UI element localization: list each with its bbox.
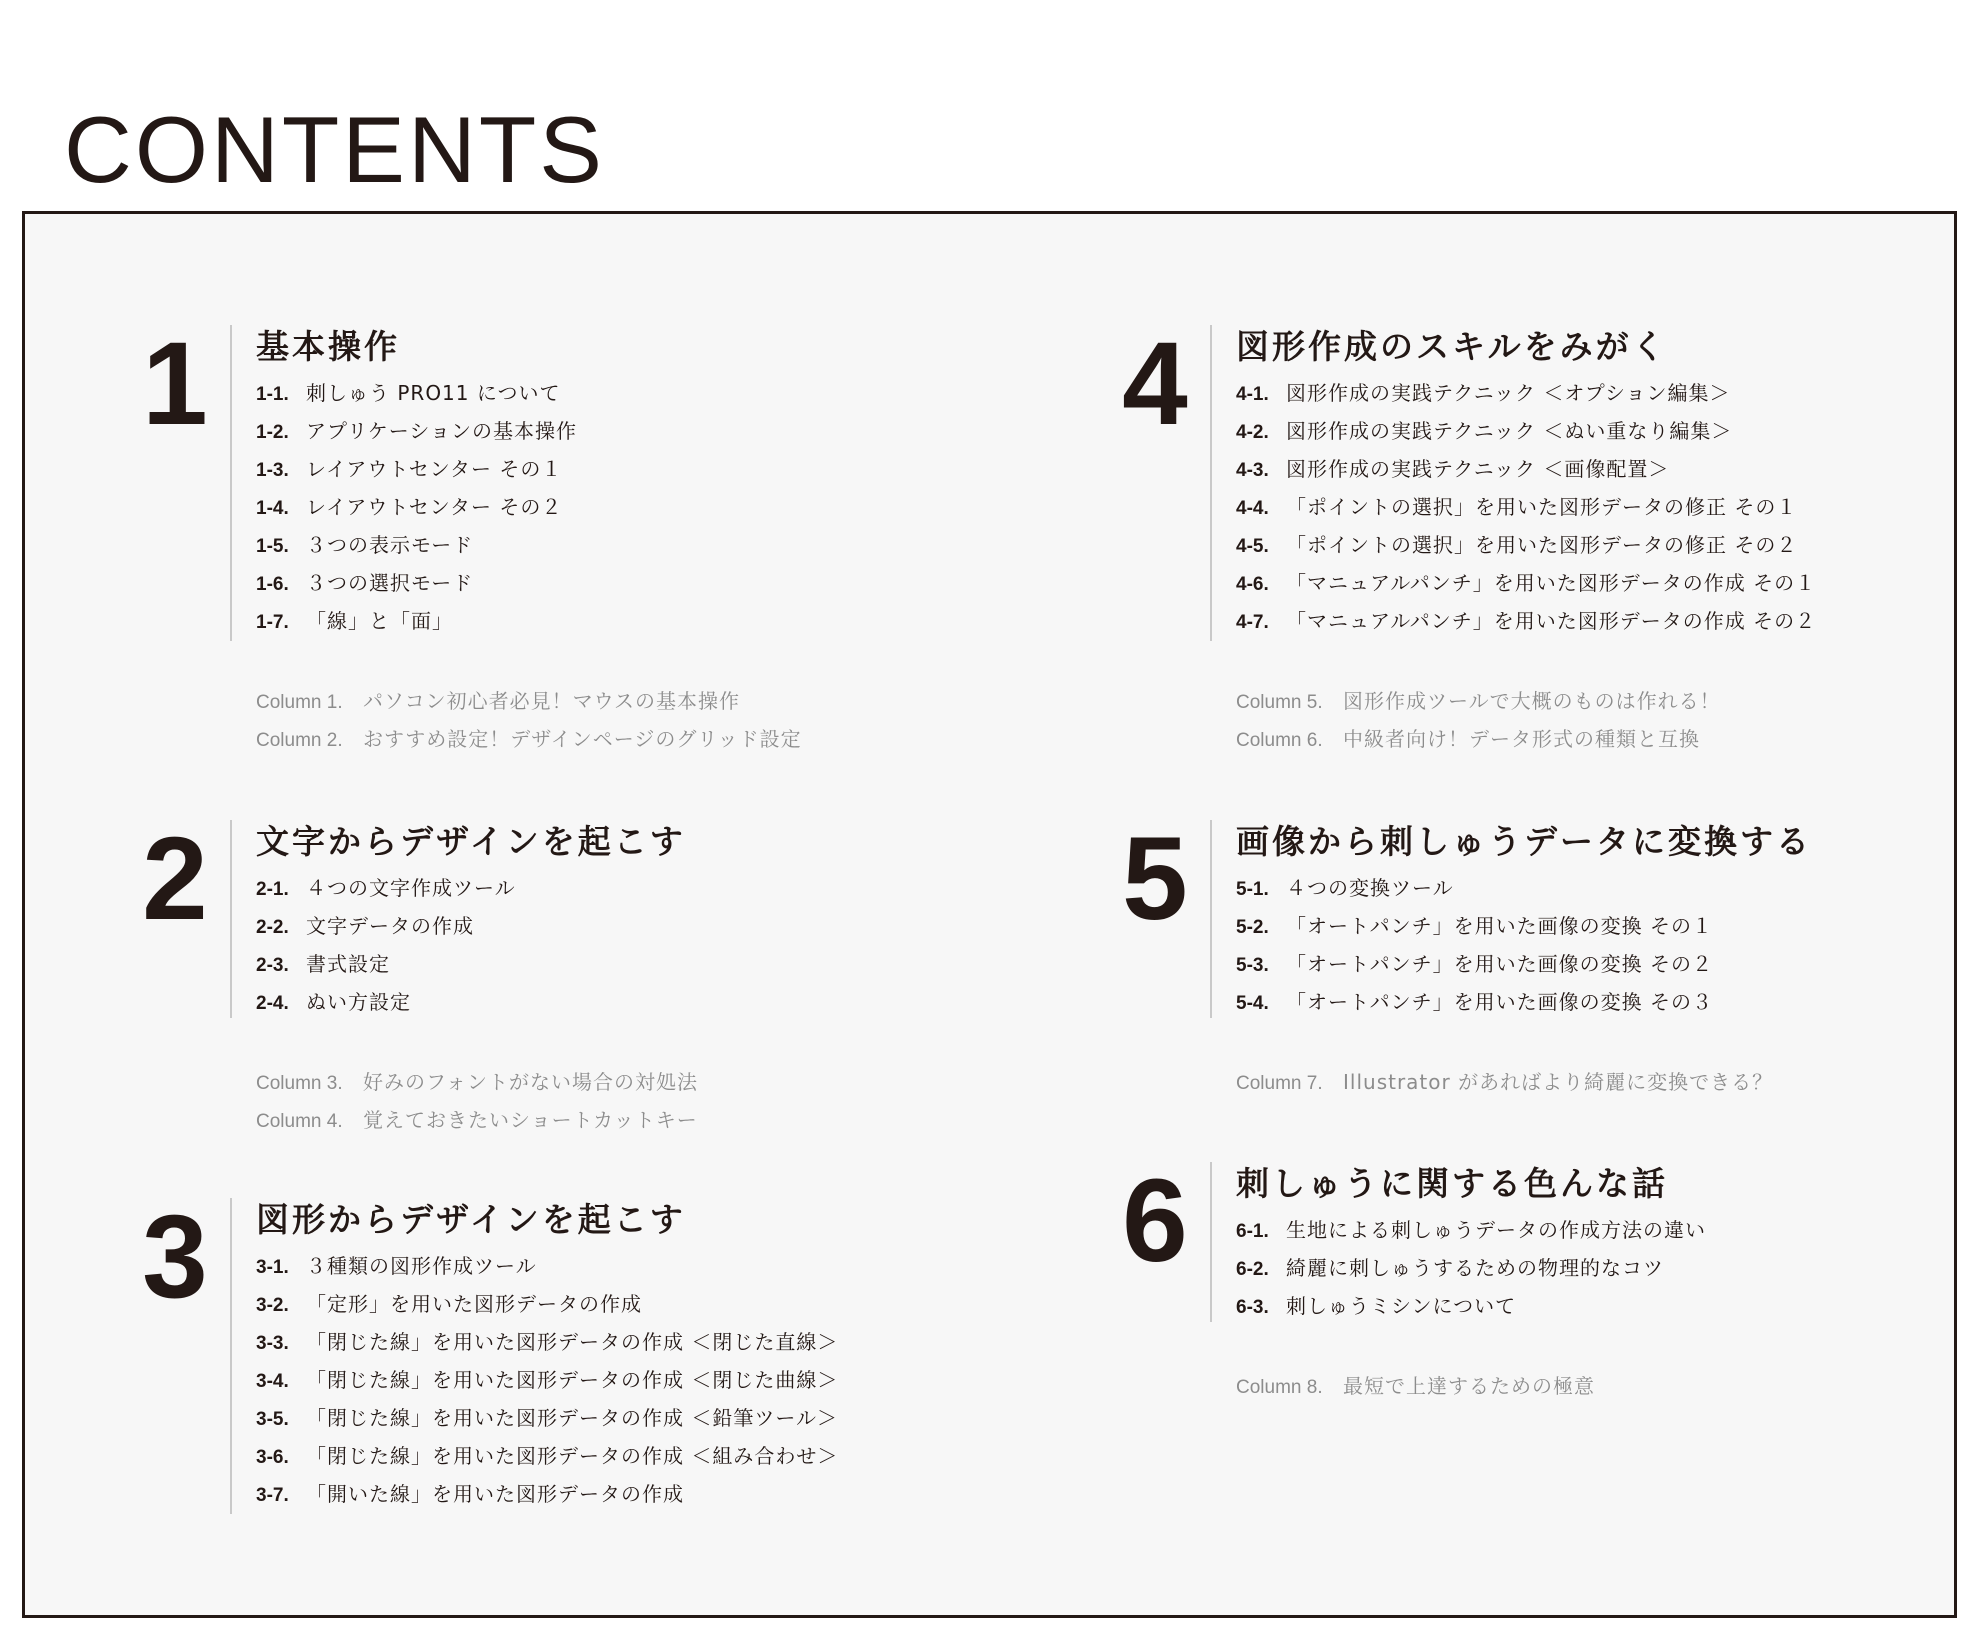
toc-item-title: 生地による刺しゅうデータの作成方法の違い	[1286, 1218, 1706, 1242]
toc-item	[256, 1285, 838, 1323]
chapter-number: 6	[1122, 1155, 1188, 1287]
column-item	[1236, 1063, 1812, 1101]
toc-item-title: 「開いた線」を用いた図形データの作成	[306, 1482, 684, 1506]
toc-item	[256, 869, 698, 907]
toc-item-number: 3-6.	[256, 1447, 289, 1468]
column-title: Illustrator があればより綺麗に変換できる？	[1343, 1070, 1774, 1094]
toc-item	[256, 1361, 838, 1399]
column-number: Column 5.	[1236, 692, 1323, 713]
toc-item-number: 4-3.	[1236, 460, 1269, 481]
toc-item-title: 図形作成の実践テクニック ＜画像配置＞	[1286, 457, 1670, 481]
column-number: Column 8.	[1236, 1377, 1323, 1398]
chapter-number: 5	[1122, 813, 1188, 945]
page-title: CONTENTS	[64, 97, 605, 202]
chapter-divider	[230, 325, 232, 641]
toc-item-title: レイアウトセンター その２	[306, 495, 563, 519]
chapter-number: 2	[142, 813, 208, 945]
toc-item	[1236, 488, 1816, 526]
toc-item	[1236, 1211, 1706, 1249]
toc-item-number: 3-7.	[256, 1485, 289, 1506]
toc-item-title: 「ポイントの選択」を用いた図形データの修正 その２	[1286, 533, 1798, 557]
chapter-body	[1236, 325, 1816, 758]
toc-item-title: 「オートパンチ」を用いた画像の変換 その１	[1286, 914, 1713, 938]
toc-item	[256, 564, 802, 602]
column-list	[256, 1063, 698, 1139]
column-list	[256, 682, 802, 758]
toc-item-number: 5-1.	[1236, 879, 1269, 900]
toc-item-title: 「閉じた線」を用いた図形データの作成 ＜閉じた曲線＞	[306, 1368, 839, 1392]
column-item	[1236, 1367, 1706, 1405]
toc-item-number: 6-1.	[1236, 1221, 1269, 1242]
chapter-divider	[1210, 325, 1212, 641]
toc-item-title: 書式設定	[306, 952, 390, 976]
toc-item-title: レイアウトセンター その１	[306, 457, 563, 481]
column-title: 覚えておきたいショートカットキー	[363, 1108, 698, 1132]
toc-item	[1236, 1249, 1706, 1287]
column-item	[256, 1101, 698, 1139]
toc-item-title: 文字データの作成	[306, 914, 474, 938]
column-number: Column 2.	[256, 730, 343, 751]
toc-item-number: 4-1.	[1236, 384, 1269, 405]
toc-item	[1236, 564, 1816, 602]
toc-item	[1236, 945, 1812, 983]
toc-item-number: 1-6.	[256, 574, 289, 595]
column-number: Column 3.	[256, 1073, 343, 1094]
toc-item-title: 「ポイントの選択」を用いた図形データの修正 その１	[1286, 495, 1798, 519]
toc-item-title: 「線」と「面」	[306, 609, 453, 633]
toc-item-number: 2-4.	[256, 993, 289, 1014]
toc-item	[256, 412, 802, 450]
chapter-title: 文字からデザインを起こす	[256, 822, 686, 861]
toc-item-number: 1-4.	[256, 498, 289, 519]
toc-item-title: ４つの文字作成ツール	[306, 876, 516, 900]
chapter-body	[1236, 820, 1812, 1101]
toc-item-number: 1-5.	[256, 536, 289, 557]
toc-item	[256, 602, 802, 640]
column-title: 最短で上達するための極意	[1343, 1374, 1595, 1398]
toc-item	[1236, 450, 1816, 488]
column-number: Column 1.	[256, 692, 343, 713]
toc-item-number: 3-3.	[256, 1333, 289, 1354]
chapter-body	[256, 325, 802, 758]
chapter-number: 1	[142, 318, 208, 450]
toc-item-title: 「閉じた線」を用いた図形データの作成 ＜鉛筆ツール＞	[306, 1406, 838, 1430]
toc-item-number: 1-7.	[256, 612, 289, 633]
toc-item-title: 「オートパンチ」を用いた画像の変換 その２	[1286, 952, 1713, 976]
toc-item-number: 3-5.	[256, 1409, 289, 1430]
chapter-body	[256, 1198, 838, 1513]
toc-item	[1236, 412, 1816, 450]
column-item	[256, 1063, 698, 1101]
toc-item-number: 1-2.	[256, 422, 289, 443]
toc-item	[256, 983, 698, 1021]
toc-item	[1236, 983, 1812, 1021]
toc-item-title: ４つの変換ツール	[1286, 876, 1454, 900]
toc-item-number: 4-7.	[1236, 612, 1269, 633]
toc-item-number: 1-1.	[256, 384, 289, 405]
column-title: パソコン初心者必見！マウスの基本操作	[363, 689, 740, 713]
toc-item-title: 図形作成の実践テクニック ＜オプション編集＞	[1286, 381, 1731, 405]
chapter-body	[1236, 1162, 1706, 1405]
chapter-divider	[1210, 820, 1212, 1018]
column-number: Column 6.	[1236, 730, 1323, 751]
toc-item-number: 5-2.	[1236, 917, 1269, 938]
toc-item-title: 刺しゅう PRO11 について	[306, 381, 561, 405]
column-list	[1236, 1367, 1706, 1405]
toc-item-title: 「オートパンチ」を用いた画像の変換 その３	[1286, 990, 1713, 1014]
chapter-number: 3	[142, 1191, 208, 1323]
toc-item-title: ３つの選択モード	[306, 571, 474, 595]
toc-item	[256, 945, 698, 983]
column-item	[256, 720, 802, 758]
chapter-title: 図形からデザインを起こす	[256, 1200, 686, 1239]
column-item	[1236, 682, 1816, 720]
column-list	[1236, 1063, 1812, 1101]
column-list	[1236, 682, 1816, 758]
toc-item	[1236, 374, 1816, 412]
toc-item	[256, 1437, 838, 1475]
toc-item	[256, 907, 698, 945]
column-item	[256, 682, 802, 720]
toc-item-title: 「マニュアルパンチ」を用いた図形データの作成 その２	[1286, 609, 1817, 633]
toc-item	[256, 1247, 838, 1285]
column-number: Column 7.	[1236, 1073, 1323, 1094]
toc-item-number: 4-6.	[1236, 574, 1269, 595]
toc-item	[256, 1475, 838, 1513]
toc-item-number: 4-4.	[1236, 498, 1269, 519]
toc-item-title: 図形作成の実践テクニック ＜ぬい重なり編集＞	[1286, 419, 1733, 443]
toc-item	[256, 1399, 838, 1437]
toc-item-number: 1-3.	[256, 460, 289, 481]
toc-item	[256, 526, 802, 564]
toc-item-title: ぬい方設定	[306, 990, 411, 1014]
toc-item	[256, 488, 802, 526]
toc-item-number: 6-2.	[1236, 1259, 1269, 1280]
toc-item-number: 2-2.	[256, 917, 289, 938]
toc-item-number: 3-1.	[256, 1257, 289, 1278]
toc-item	[1236, 869, 1812, 907]
toc-item-title: 綺麗に刺しゅうするための物理的なコツ	[1286, 1256, 1664, 1280]
toc-item	[1236, 1287, 1706, 1325]
toc-item-number: 6-3.	[1236, 1297, 1269, 1318]
chapter-divider	[1210, 1162, 1212, 1322]
column-title: 中級者向け！データ形式の種類と互換	[1343, 727, 1700, 751]
toc-item-number: 5-3.	[1236, 955, 1269, 976]
toc-item-number: 3-2.	[256, 1295, 289, 1316]
column-item	[1236, 720, 1816, 758]
chapter-divider	[230, 1198, 232, 1514]
toc-item-title: アプリケーションの基本操作	[306, 419, 577, 443]
chapter-title: 基本操作	[256, 327, 400, 366]
column-number: Column 4.	[256, 1111, 343, 1132]
toc-item-title: 「マニュアルパンチ」を用いた図形データの作成 その１	[1286, 571, 1817, 595]
toc-item-title: ３種類の図形作成ツール	[306, 1254, 537, 1278]
chapter-divider	[230, 820, 232, 1018]
toc-item	[1236, 907, 1812, 945]
chapter-title: 図形作成のスキルをみがく	[1236, 327, 1668, 366]
column-title: おすすめ設定！デザインページのグリッド設定	[363, 727, 802, 751]
toc-item	[1236, 526, 1816, 564]
chapter-title: 刺しゅうに関する色んな話	[1236, 1164, 1668, 1203]
toc-item-number: 3-4.	[256, 1371, 289, 1392]
chapter-body	[256, 820, 698, 1139]
toc-item-title: ３つの表示モード	[306, 533, 474, 557]
toc-item-number: 2-3.	[256, 955, 289, 976]
toc-item-number: 4-5.	[1236, 536, 1269, 557]
chapter-title: 画像から刺しゅうデータに変換する	[1236, 822, 1812, 861]
toc-item	[256, 450, 802, 488]
column-title: 好みのフォントがない場合の対処法	[363, 1070, 698, 1094]
toc-item	[256, 1323, 838, 1361]
toc-item-title: 「閉じた線」を用いた図形データの作成 ＜閉じた直線＞	[306, 1330, 839, 1354]
column-title: 図形作成ツールで大概のものは作れる！	[1343, 689, 1721, 713]
toc-item-number: 5-4.	[1236, 993, 1269, 1014]
toc-item-title: 刺しゅうミシンについて	[1286, 1294, 1517, 1318]
toc-item-number: 4-2.	[1236, 422, 1269, 443]
toc-item-title: 「定形」を用いた図形データの作成	[306, 1292, 642, 1316]
toc-item	[1236, 602, 1816, 640]
chapter-number: 4	[1122, 318, 1188, 450]
toc-item	[256, 374, 802, 412]
toc-item-title: 「閉じた線」を用いた図形データの作成 ＜組み合わせ＞	[306, 1444, 839, 1468]
toc-item-number: 2-1.	[256, 879, 289, 900]
